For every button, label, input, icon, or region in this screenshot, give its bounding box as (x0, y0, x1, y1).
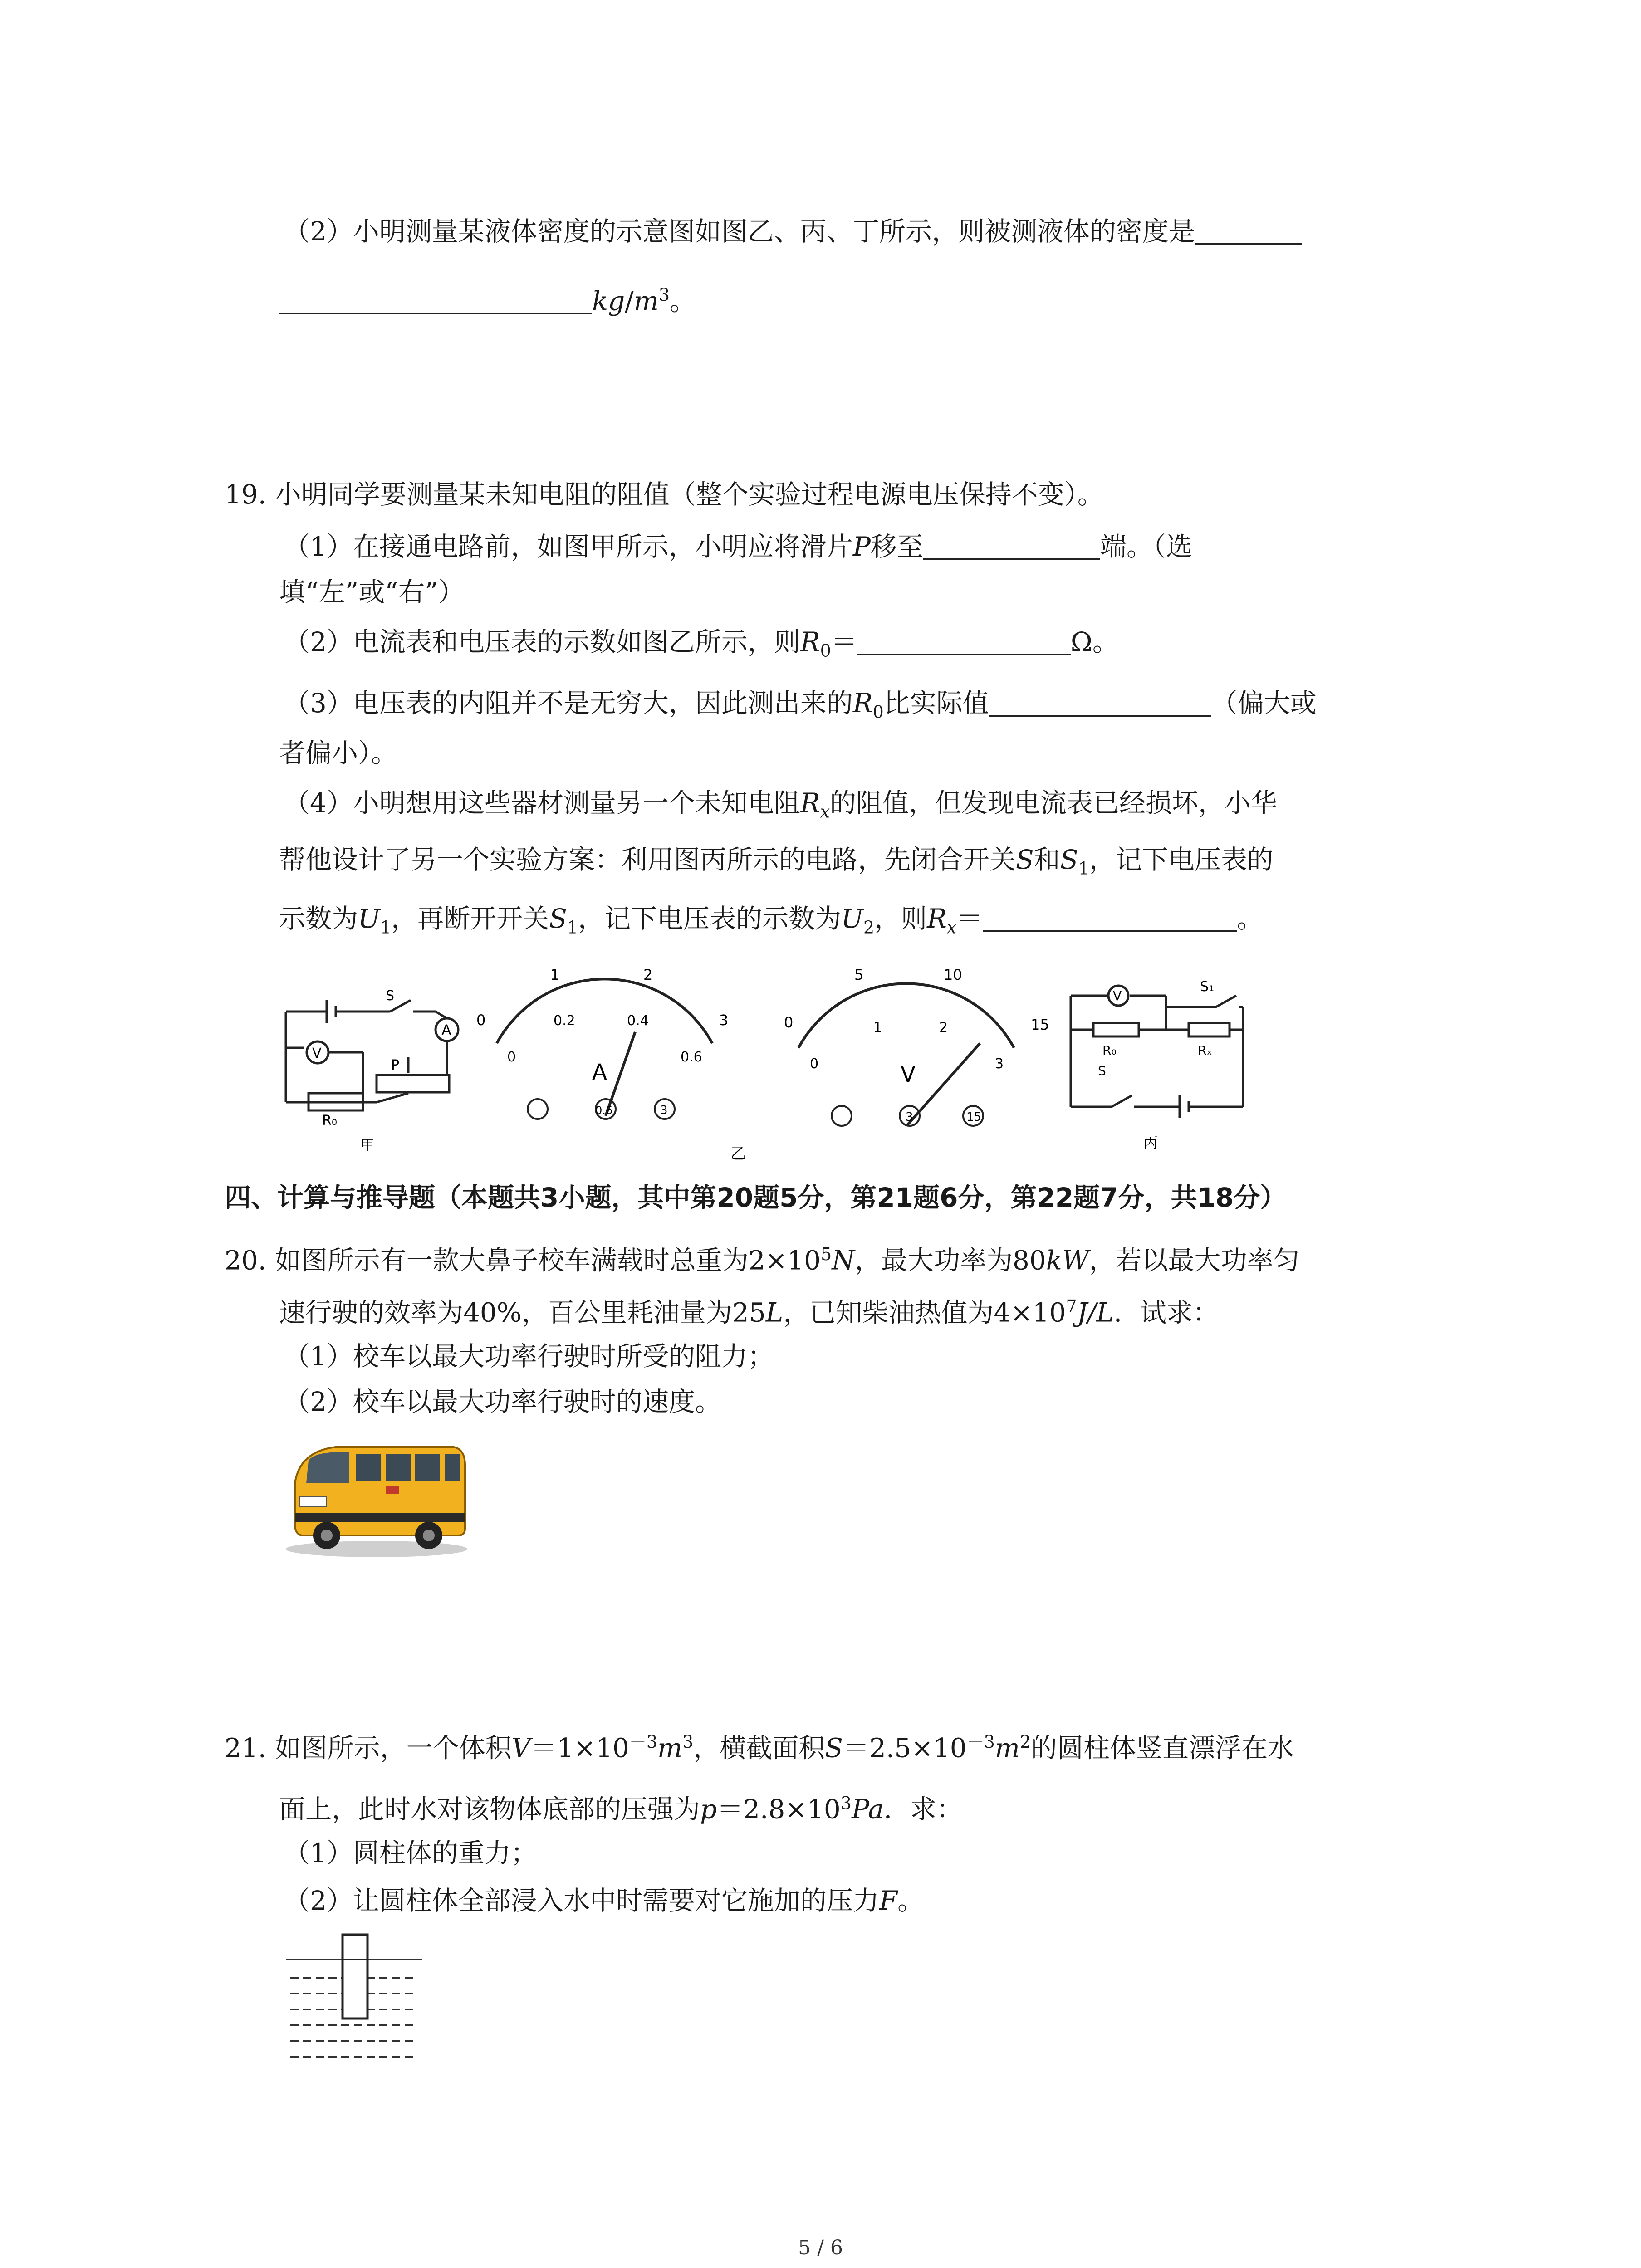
voltmeter-terminal-3: 3 (906, 1110, 913, 1124)
var-s-area: S (825, 1732, 843, 1764)
q21-exp-neg3: －3 (629, 1732, 658, 1752)
voltmeter-symbol-v: V (901, 1062, 916, 1087)
label-bing-v: V (1113, 988, 1122, 1003)
q19-p4-and: 和 (1034, 844, 1060, 875)
q19-p3-text-a: （3）电压表的内阻并不是无穷大，因此测出来的 (284, 688, 853, 719)
unit-jl: J/L (1077, 1297, 1114, 1328)
q21-text-h: ．求： (883, 1794, 963, 1825)
q19-part4-line1 (284, 785, 1277, 830)
q20-text-b: ，最大功率为80 (854, 1245, 1046, 1276)
unit-kg: kg (592, 285, 625, 317)
label-voltmeter-v: V (312, 1046, 322, 1061)
q19-p4-text-g: ，记下电压表的示数为 (578, 903, 842, 934)
ammeter-bottom-0: 0 (507, 1049, 516, 1065)
sub-0-b: 0 (872, 702, 884, 722)
q19-p3-blank[interactable] (989, 688, 1211, 717)
circuit-bing (1071, 986, 1243, 1118)
floating-cylinder-illustration (281, 1932, 436, 2068)
q21-text-e: 的圆柱体竖直漂浮在水 (1031, 1732, 1294, 1764)
q20-line2 (279, 1288, 1219, 1330)
var-f: F (879, 1885, 898, 1916)
voltmeter-top-15: 15 (1031, 1016, 1049, 1033)
q19-part1-line2 (279, 574, 465, 610)
unit-slash: / (625, 285, 634, 317)
q19-p3-text-b: 比实际值 (883, 688, 989, 719)
q19-p4-text-b: 的阻值，但发现电流表已经损坏，小华 (830, 787, 1278, 818)
label-bing-r0: R₀ (1102, 1043, 1117, 1058)
q19-part4-line2 (279, 841, 1274, 887)
label-jia: 甲 (361, 1138, 374, 1154)
q19-stem (225, 476, 1104, 513)
var-u2: U (841, 903, 863, 934)
sub-s1-b: 1 (567, 917, 578, 938)
label-p: P (391, 1057, 400, 1073)
q19-p4-blank[interactable] (983, 903, 1237, 932)
ammeter-dial (497, 979, 712, 1119)
q21-text-f: 面上，此时水对该物体底部的压强为 (279, 1794, 700, 1825)
q19-p4-text-a: （4）小明想用这些器材测量另一个未知电阻 (284, 787, 800, 818)
q21-line2 (279, 1785, 963, 1827)
q21-part2 (284, 1882, 924, 1919)
q19-p4-text-h: ，则 (874, 903, 927, 934)
unit-m3-exp: 3 (682, 1732, 694, 1752)
voltmeter-dial (798, 983, 1014, 1126)
q20-text-a: 如图所示有一款大鼻子校车满载时总重为2×10 (274, 1245, 821, 1276)
q19-p4-text-f: ，再断开开关 (391, 903, 549, 934)
q19-p4-text-d: ，记下电压表的 (1089, 844, 1274, 875)
voltmeter-top-zero: 0 (784, 1014, 794, 1031)
q18-answer-blank-2[interactable] (279, 285, 592, 314)
ammeter-bottom-06: 0.6 (681, 1049, 702, 1065)
q18-answer-blank[interactable] (1195, 216, 1302, 245)
label-bing: 丙 (1143, 1134, 1158, 1151)
q19-figures (272, 957, 1298, 1166)
unit-l: L (765, 1297, 784, 1328)
circuit-jia (286, 1000, 458, 1110)
q19-p1-text-c: 端。（选 (1100, 531, 1192, 562)
q20-text-e: ，已知柴油热值为4×10 (783, 1297, 1066, 1328)
q21-text-b: ＝1×10 (530, 1732, 629, 1764)
ammeter-top-1: 1 (550, 966, 560, 983)
q19-p3-text-c: （偏大或 (1211, 688, 1317, 719)
sub-u1: 1 (380, 917, 392, 938)
q19-p1-text-b: 移至 (870, 531, 923, 562)
section-4-title: 四、计算与推导题（本题共3小题，其中第20题5分，第21题6分，第22题7分，共18分） (225, 1182, 1287, 1213)
label-s: S (386, 988, 395, 1004)
unit-kw: kW (1046, 1245, 1089, 1276)
q18-part2-line1 (284, 213, 1302, 249)
unit-m3: m (657, 1732, 683, 1764)
q19-p1-text-a: （1）在接通电路前，如图甲所示，小明应将滑片 (284, 531, 853, 562)
sub-u2: 2 (863, 917, 875, 938)
var-r0-b: R (852, 688, 873, 719)
ammeter-symbol-a: A (592, 1060, 607, 1085)
q19-part4-line3 (279, 900, 1263, 946)
label-rx: Rₓ (1198, 1043, 1212, 1058)
voltmeter-terminal-15: 15 (966, 1110, 982, 1124)
sub-rx-b: x (946, 917, 957, 938)
q18-part2-text: （2）小明测量某液体密度的示意图如图乙、丙、丁所示，则被测液体的密度是 (284, 216, 1195, 247)
q20-number: 20. (225, 1245, 267, 1276)
ammeter-top-2: 2 (643, 966, 653, 983)
page-number: 5 / 6 (798, 2236, 843, 2259)
q19-part2 (284, 624, 1119, 669)
ammeter-top-3: 3 (719, 1012, 729, 1029)
unit-ohm: Ω。 (1070, 626, 1119, 657)
var-s1-b: S (549, 903, 567, 934)
unit-exp: 3 (658, 285, 670, 305)
q19-p4-end: 。 (1237, 903, 1264, 934)
unit-end: 。 (670, 285, 696, 317)
var-s1: S (1060, 844, 1078, 875)
var-rx-b: R (927, 903, 947, 934)
q20-text-f: ．试求： (1114, 1297, 1220, 1328)
label-s1: S₁ (1200, 979, 1215, 995)
q21-number: 21. (225, 1732, 267, 1764)
q21-line1 (225, 1724, 1294, 1766)
q19-p4-text-e: 示数为 (279, 903, 358, 934)
q19-part1-line1 (284, 528, 1192, 565)
q20-part2: （2）校车以最大功率行驶时的速度。 (284, 1386, 721, 1417)
q20-part1: （1）校车以最大功率行驶时所受的阻力； (284, 1341, 774, 1372)
q21-part1: （1）圆柱体的重力； (284, 1838, 537, 1868)
ammeter-bottom-04: 0.4 (627, 1013, 649, 1029)
q19-p1-blank[interactable] (923, 531, 1100, 560)
q21-text-c: ，横截面积 (693, 1732, 825, 1764)
q21-p2-end: 。 (897, 1885, 924, 1916)
ammeter-top-zero: 0 (476, 1012, 486, 1029)
q21-text-g: ＝2.8×10 (717, 1794, 841, 1825)
q19-part3-line2 (279, 735, 397, 771)
school-bus-illustration (281, 1433, 472, 1560)
label-ammeter-a: A (441, 1022, 451, 1039)
q19-p2-text: （2）电流表和电压表的示数如图乙所示，则 (284, 626, 800, 657)
voltmeter-bottom-0: 0 (810, 1056, 819, 1072)
q18-part2-line2 (279, 277, 696, 319)
equals: ＝ (831, 626, 857, 657)
q21-exp-neg3-b: －3 (966, 1732, 995, 1752)
q20-text-d: 速行驶的效率为40%，百公里耗油量为25 (279, 1297, 766, 1328)
var-rx: R (800, 787, 820, 818)
unit-pa: Pa (851, 1794, 884, 1825)
voltmeter-mid-1: 1 (873, 1020, 882, 1036)
var-u1: U (358, 903, 380, 934)
q21-text-a: 如图所示，一个体积 (274, 1732, 512, 1764)
q20-exp-5: 5 (821, 1244, 832, 1264)
ammeter-bottom-02: 0.2 (554, 1013, 575, 1029)
q19-part3-line1 (284, 685, 1317, 730)
var-r0: R (800, 626, 820, 657)
sub-0: 0 (820, 640, 831, 661)
voltmeter-top-10: 10 (944, 966, 962, 983)
q21-text-d: ＝2.5×10 (843, 1732, 967, 1764)
unit-m2-exp: 2 (1019, 1732, 1031, 1752)
q19-p1-text-d: 填“左”或“右”） (279, 577, 465, 607)
q19-p2-blank[interactable] (857, 626, 1071, 655)
sub-1: 1 (1078, 858, 1089, 879)
var-v: V (511, 1732, 531, 1764)
unit-n: N (832, 1245, 855, 1276)
label-bing-s: S (1098, 1063, 1106, 1078)
q21-exp-3: 3 (840, 1793, 852, 1813)
voltmeter-top-5: 5 (854, 966, 864, 983)
q19-p4-text-c: 帮他设计了另一个实验方案：利用图丙所示的电路，先闭合开关 (279, 844, 1016, 875)
unit-m: m (633, 285, 659, 317)
voltmeter-mid-2: 2 (939, 1020, 948, 1036)
var-p-pressure: p (700, 1794, 717, 1825)
q20-line1 (225, 1236, 1300, 1278)
sub-x: x (820, 802, 830, 822)
equals-b: ＝ (956, 903, 983, 934)
q19-stem-text: 小明同学要测量某未知电阻的阻值（整个实验过程电源电压保持不变）。 (274, 479, 1104, 510)
q20-exp-7: 7 (1066, 1296, 1077, 1316)
q20-text-c: ，若以最大功率匀 (1089, 1245, 1300, 1276)
voltmeter-bottom-3: 3 (995, 1056, 1004, 1072)
label-r0: R₀ (322, 1113, 337, 1129)
q21-p2-text: （2）让圆柱体全部浸入水中时需要对它施加的压力 (284, 1885, 879, 1916)
var-s: S (1016, 844, 1034, 875)
ammeter-terminal-06: 0.6 (595, 1104, 613, 1117)
q19-number: 19. (225, 479, 267, 510)
ammeter-terminal-3: 3 (660, 1104, 668, 1117)
var-p: P (852, 531, 871, 562)
q19-p3-text-d: 者偏小）。 (279, 738, 398, 768)
unit-m2: m (994, 1732, 1020, 1764)
label-yi: 乙 (730, 1145, 746, 1163)
